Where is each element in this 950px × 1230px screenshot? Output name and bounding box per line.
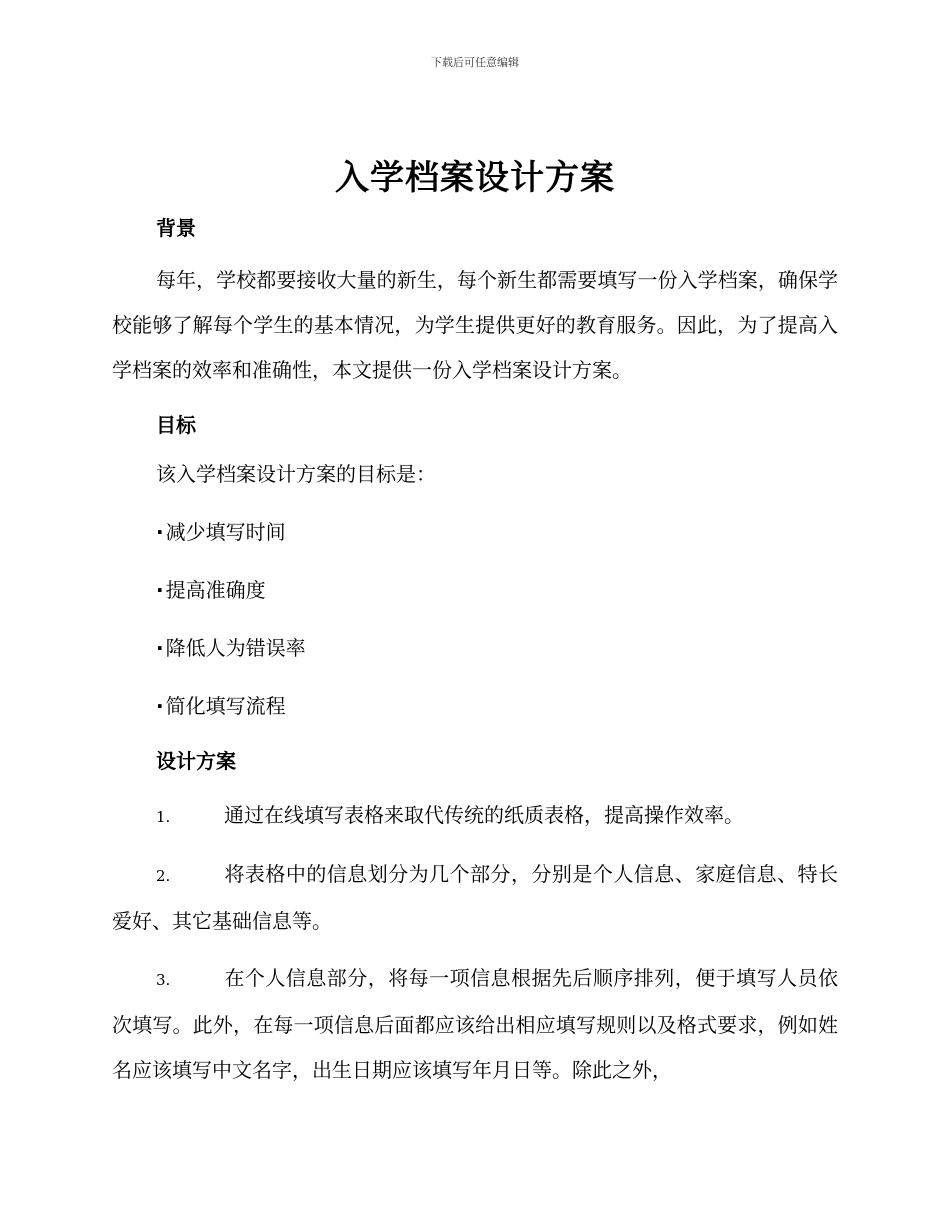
goal-item: [156, 561, 838, 619]
section-heading-design: 设计方案: [156, 749, 236, 773]
design-item-number: 2.: [156, 867, 171, 885]
design-item-text: 将表格中的信息划分为几个部分，分别是个人信息、家庭信息、特长爱好、其它基础信息等。: [112, 862, 838, 933]
design-item-number: 3.: [156, 971, 171, 989]
goal-item-text: 减少填写时间: [165, 520, 286, 544]
design-item-number: 1.: [156, 808, 171, 826]
design-item: [112, 956, 838, 1093]
bullet-icon: ·: [156, 694, 164, 718]
section-heading-background: 背景: [156, 216, 196, 240]
design-item: [112, 793, 838, 840]
design-item-text: 通过在线填写表格来取代传统的纸质表格，提高操作效率。: [224, 803, 744, 827]
goal-item: [156, 503, 838, 561]
goals-intro: 该入学档案设计方案的目标是：: [156, 462, 436, 486]
goal-item: [156, 619, 838, 677]
goal-item-text: 降低人为错误率: [165, 636, 306, 660]
page-header-note: 下载后可任意编辑: [431, 56, 519, 69]
goal-item-text: 提高准确度: [165, 578, 266, 602]
section-heading-goals: 目标: [156, 413, 196, 437]
bullet-icon: ·: [156, 636, 164, 660]
goal-item: [156, 677, 838, 735]
goal-item-text: 简化填写流程: [165, 694, 286, 718]
design-item-text: 在个人信息部分，将每一项信息根据先后顺序排列，便于填写人员依次填写。此外，在每一项信息后面都应该给出相应填写规则以及格式要求，例如姓名应该填写中文名字，出生日期应该填写年月日等。除此之外，: [112, 966, 838, 1082]
background-paragraph: 每年，学校都要接收大量的新生，每个新生都需要填写一份入学档案，确保学校能够了解每个学生的基本情况，为学生提供更好的教育服务。因此，为了提高入学档案的效率和准确性，本文提供一份入学档案设计方案。: [112, 268, 838, 382]
design-item: [112, 852, 838, 944]
document-body: [112, 202, 838, 1105]
bullet-icon: ·: [156, 578, 164, 602]
bullet-icon: ·: [156, 520, 164, 544]
document-title: 入学档案设计方案: [335, 158, 615, 198]
